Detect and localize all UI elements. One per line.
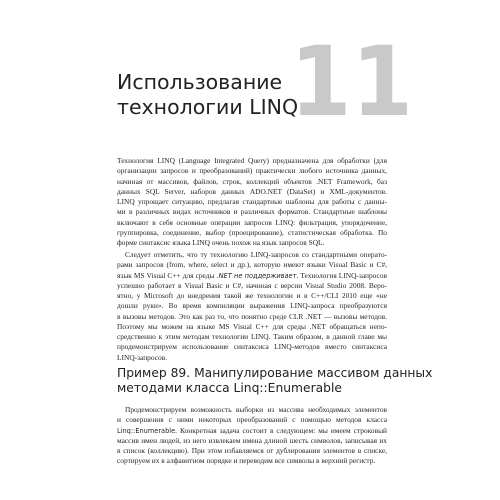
text-line: организации запросов и преобразований) практически любого источника данных, [117,166,387,176]
text-line: в список (коллекцию). При этом избавляемся от дублирования элементов в списке, [117,446,387,455]
text-line: ми в различных видах источников и различных форматов. Стандартные шаблоны [117,207,387,217]
text-line: Следует отметить, что ту технологию LINQ-запросов со стандартными операто- [125,250,387,259]
text-line: начиная от массивов, файлов, строк, коллекций объектов .NET Framework, баз [117,176,387,186]
text-line: дошли руки». Во время компиляции выражения LINQ-запроса преобразуются [117,301,387,311]
text-line: в вызовы методов. Это как раз то, что понятно среде CLR .NET — вызовы методов. [117,311,387,321]
text-line: Поэтому мы можем на языке MS Visual C++ для среды .NET обращаться непо- [117,321,387,331]
section-heading-line-2: методами класса Linq::Enumerable [117,381,342,395]
text-line-with-emphasis [117,271,387,281]
text-line: форме синтаксис языка LINQ очень похож на язык запросов SQL. [117,238,325,247]
text-line: включают в себя основные операции запросов LINQ: фильтрация, упорядочение, [117,217,387,227]
text-line: Технология LINQ (Language Integrated Query) предназначена для обработки (для [117,156,387,165]
section-heading [117,366,433,396]
section-heading-line-1: Пример 89. Манипулирование массивом данных [117,366,433,380]
section-paragraph [117,405,387,467]
text-line: массив имен людей, из него извлекаем имена длиной шесть символов, записывая их [117,435,387,445]
text-line: Продемонстрируем возможность выборки из массива необходимых элементов [125,405,387,414]
text-line-with-code [117,426,387,436]
text-run: язык MS Visual C++ для среды [117,270,217,280]
text-line: группировка, соединение, выбор (проецирование), статистическая обработка. По [117,227,387,237]
intro-paragraph [117,156,387,248]
chapter-title-line-1: Использование [117,70,283,94]
chapter-title [117,70,307,120]
text-line: сортируем их в алфавитном порядке и переводим все символы в верхний регистр. [117,456,376,466]
text-line: продемонстрируем использование синтаксиса LINQ-методов вместо синтаксиса [117,342,387,352]
chapter-number: 11 [290,26,413,138]
emphasis-text: .NET не поддерживает [216,271,297,280]
code-text: Linq::Enumerable [117,426,176,435]
text-line: данных SQL Server, наборов данных ADO.NET (DataSet) и XML-документов. [117,186,387,196]
chapter-title-line-2: технологии LINQ [117,95,299,119]
text-line: LINQ-запросов. [117,352,168,362]
text-line: успешно работает в Visual Basic и C#, начиная с версии Visual Studio 2008. Веро- [117,280,387,290]
text-line: LINQ упрощает ситуацию, предлагая стандартные шаблоны для работы с данны- [117,197,387,206]
text-line: и совершения с ними некоторых преобразований с помощью методов класса [117,415,387,425]
text-line: ятно, у Microsoft до внедрения такой же технологии и в C++/CLI 2010 еще «не [117,291,387,300]
text-line: рами запросов (from, where, select и др.), которую имеют языки Visual Basic и C#, [117,260,387,270]
text-run: . Конкретная задача состоит в следующем: мы имеем строковый [175,425,387,435]
text-line: средственно к этим методам технологии LINQ. Таким образом, в данной главе мы [117,332,387,341]
second-paragraph [117,250,387,363]
text-run: . Технология LINQ-запросов [296,270,388,280]
